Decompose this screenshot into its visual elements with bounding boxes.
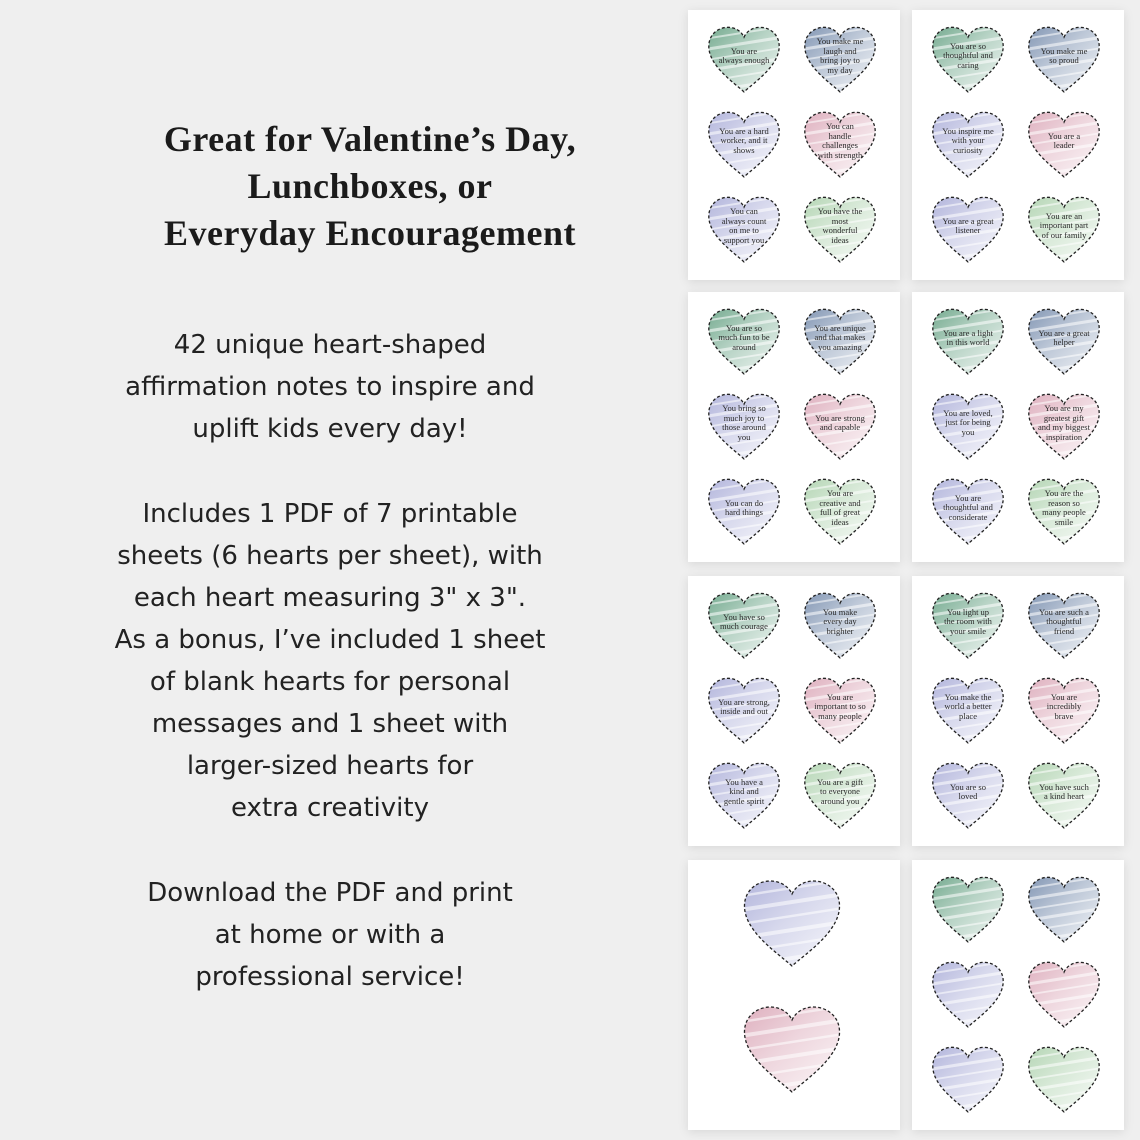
- affirmation-heart: [800, 673, 880, 749]
- heart-shape: [738, 1000, 846, 1100]
- affirmation-heart: [704, 673, 784, 749]
- affirmation-heart: [800, 192, 880, 268]
- affirmation-text: You are a great listener: [942, 215, 994, 235]
- affirmation-heart: [928, 758, 1008, 834]
- affirmation-text: You can handle challenges with strength: [817, 121, 863, 160]
- affirmation-text: You light up the room with your smile: [944, 606, 992, 636]
- heart-shape: [738, 874, 846, 974]
- affirmation-heart: [1024, 957, 1104, 1033]
- download-line: professional service!: [195, 962, 465, 992]
- affirmation-text: You are so thoughtful and caring: [943, 40, 993, 70]
- includes-line: Includes 1 PDF of 7 printable: [142, 499, 518, 529]
- description-column: [100, 0, 640, 1140]
- affirmation-heart: [928, 588, 1008, 664]
- headline-line: Lunchboxes, or: [247, 166, 493, 206]
- affirmation-text: You have such a kind heart: [1039, 781, 1089, 801]
- includes-line: each heart measuring 3" x 3".: [133, 583, 527, 613]
- affirmation-heart: [928, 192, 1008, 268]
- affirmation-text: You make every day brighter: [822, 606, 858, 636]
- affirmation-text: You are so much fun to be around: [718, 322, 770, 352]
- affirmation-heart: [800, 758, 880, 834]
- affirmation-heart: [928, 304, 1008, 380]
- includes-line: extra creativity: [231, 793, 429, 823]
- includes-line: of blank hearts for personal: [149, 667, 511, 697]
- affirmation-heart: [1024, 872, 1104, 948]
- affirmation-heart: [1024, 474, 1104, 550]
- printable-sheet: [912, 292, 1124, 562]
- affirmation-text: You are an important part of our family: [1039, 210, 1089, 240]
- affirmation-heart: [928, 872, 1008, 948]
- headline: [100, 116, 640, 257]
- affirmation-text: You make me so proud: [1040, 45, 1088, 65]
- affirmation-text: You inspire me with your curiosity: [942, 125, 994, 155]
- affirmation-heart: [800, 107, 880, 183]
- intro-line: 42 unique heart-shaped: [173, 330, 487, 360]
- printable-sheet: [688, 10, 900, 280]
- printable-sheet: [912, 10, 1124, 280]
- affirmation-heart: [1024, 22, 1104, 98]
- affirmation-heart: [928, 474, 1008, 550]
- affirmation-heart: [704, 758, 784, 834]
- includes-line: As a bonus, I’ve included 1 sheet: [114, 625, 546, 655]
- affirmation-text: You are unique and that makes you amazing: [814, 322, 866, 352]
- affirmation-text: [942, 1056, 994, 1096]
- includes-line: messages and 1 sheet with: [151, 709, 509, 739]
- affirmation-text: You are my greatest gift and my biggest inspiration: [1038, 403, 1090, 442]
- large-blank-heart: [738, 874, 846, 979]
- affirmation-text: You have a kind and gentle spirit: [723, 776, 765, 806]
- large-blank-heart: [738, 1000, 846, 1105]
- affirmation-text: You bring so much joy to those around you: [722, 403, 766, 442]
- affirmation-heart: [928, 957, 1008, 1033]
- affirmation-heart: [928, 673, 1008, 749]
- affirmation-heart: [800, 474, 880, 550]
- affirmation-heart: [1024, 758, 1104, 834]
- affirmation-text: You are a light in this world: [943, 327, 993, 347]
- affirmation-heart: [928, 22, 1008, 98]
- intro-line: affirmation notes to inspire and: [125, 372, 535, 402]
- affirmation-text: You are important to so many people: [814, 691, 866, 721]
- includes-paragraph: [60, 493, 600, 829]
- printable-sheet: [912, 860, 1124, 1130]
- affirmation-text: You are strong and capable: [815, 412, 865, 432]
- affirmation-text: You are loved, just for being you: [943, 407, 993, 437]
- affirmation-text: You have so much courage: [720, 611, 768, 631]
- affirmation-heart: [704, 192, 784, 268]
- affirmation-text: You are creative and full of great ideas: [819, 488, 861, 527]
- printable-sheet: [912, 576, 1124, 846]
- affirmation-text: You are a gift to everyone around you: [816, 776, 864, 806]
- affirmation-heart: [1024, 107, 1104, 183]
- intro-line: uplift kids every day!: [192, 414, 468, 444]
- affirmation-heart: [704, 107, 784, 183]
- includes-line: sheets (6 hearts per sheet), with: [117, 541, 543, 571]
- affirmation-text: You are a hard worker, and it shows: [719, 125, 769, 155]
- affirmation-heart: [704, 474, 784, 550]
- affirmation-heart: [928, 389, 1008, 465]
- affirmation-text: You are always enough: [718, 45, 770, 65]
- affirmation-text: You are a leader: [1047, 130, 1081, 150]
- affirmation-heart: [1024, 389, 1104, 465]
- affirmation-heart: [704, 389, 784, 465]
- affirmation-text: You can always count on me to support you: [721, 206, 767, 245]
- printable-sheet: [688, 576, 900, 846]
- affirmation-text: You make me laugh and bring joy to my day: [816, 36, 864, 75]
- affirmation-heart: [800, 304, 880, 380]
- affirmation-heart: [800, 588, 880, 664]
- affirmation-text: [942, 971, 994, 1011]
- affirmation-heart: [928, 1042, 1008, 1118]
- download-line: Download the PDF and print: [147, 878, 513, 908]
- affirmation-text: You are so loved: [950, 781, 986, 801]
- affirmation-text: You are thoughtful and considerate: [943, 492, 993, 522]
- affirmation-heart: [800, 22, 880, 98]
- affirmation-heart: [704, 588, 784, 664]
- headline-line: Everyday Encouragement: [164, 213, 576, 253]
- affirmation-text: You are a great helper: [1038, 327, 1090, 347]
- affirmation-heart: [1024, 673, 1104, 749]
- affirmation-text: You are incredibly brave: [1046, 691, 1082, 721]
- printable-sheet: [688, 292, 900, 562]
- affirmation-text: You have the most wonderful ideas: [817, 206, 863, 245]
- affirmation-heart: [1024, 1042, 1104, 1118]
- affirmation-text: [1038, 886, 1090, 926]
- affirmation-heart: [1024, 588, 1104, 664]
- affirmation-text: [1038, 1056, 1090, 1096]
- affirmation-heart: [928, 107, 1008, 183]
- affirmation-text: You are strong, inside and out: [718, 696, 770, 716]
- affirmation-text: [942, 886, 994, 926]
- printable-sheet: [688, 860, 900, 1130]
- download-paragraph: [60, 872, 600, 998]
- download-line: at home or with a: [214, 920, 446, 950]
- headline-line: Great for Valentine’s Day,: [163, 119, 577, 159]
- affirmation-heart: [704, 304, 784, 380]
- intro-paragraph: [60, 324, 600, 450]
- affirmation-heart: [1024, 192, 1104, 268]
- affirmation-text: You can do hard things: [724, 497, 764, 517]
- affirmation-text: You are the reason so many people smile: [1042, 488, 1086, 527]
- affirmation-heart: [800, 389, 880, 465]
- affirmation-heart: [704, 22, 784, 98]
- affirmation-text: You make the world a better place: [944, 691, 992, 721]
- affirmation-text: [1038, 971, 1090, 1011]
- includes-line: larger-sized hearts for: [186, 751, 474, 781]
- affirmation-text: You are such a thoughtful friend: [1039, 606, 1089, 636]
- affirmation-heart: [1024, 304, 1104, 380]
